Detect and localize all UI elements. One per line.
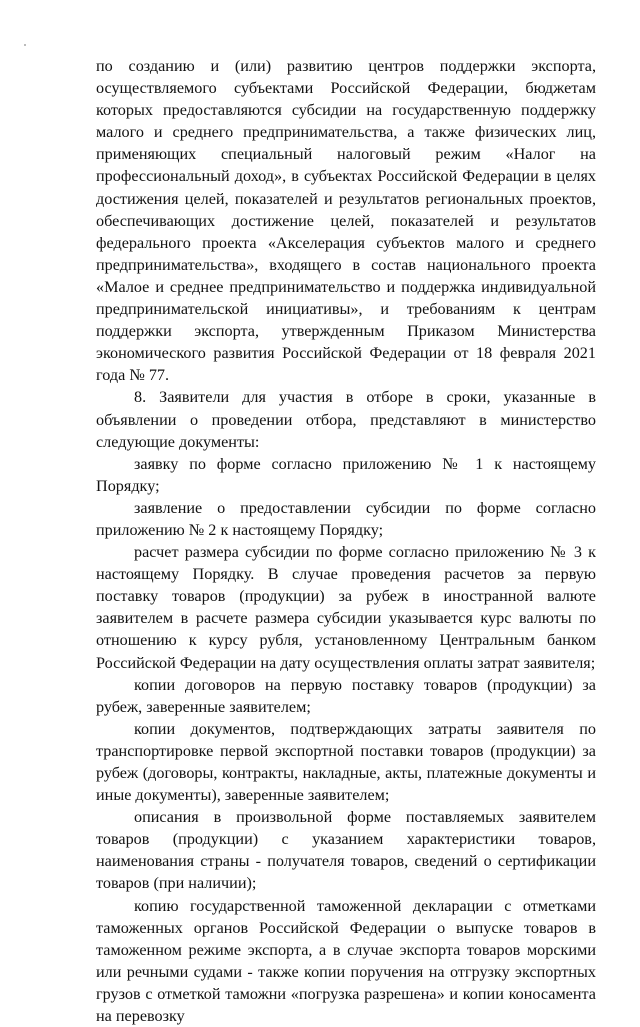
scan-speck xyxy=(24,44,26,46)
list-item-subsidy-statement: заявление о предоставлении субсидии по форме согласно приложению № 2 к настоящему Порядку; xyxy=(96,498,596,539)
paragraph-item-8: 8. Заявители для участия в отборе в сроки, указанные в объявлении о проведении отбора, представляют в министерство следующие документы: xyxy=(96,388,596,451)
list-item-transport-documents: копии документов, подтверждающих затраты заявителя по транспортировке первой экспортной поставки товаров (продукции) за рубеж (договоры, контракты, накладные, акты, платежные документы и иные документы), заверенные заявителем; xyxy=(96,719,596,805)
list-item-subsidy-calculation: расчет размера субсидии по форме согласно приложению № 3 к настоящему Порядку. В случае проведения расчетов за первую поставку товаров (продукции) за рубеж в иностранной валюте заявителем в расчете размера субсидии указывается курс валюты по отношению к курсу рубля, установленному Центральным банком Российской Федерации на дату осуществления оплаты затрат заявителя; xyxy=(96,543,596,672)
list-item-contract-copies: копии договоров на первую поставку товаров (продукции) за рубеж, заверенные заявителем; xyxy=(96,675,596,716)
list-item-customs-declaration: копию государственной таможенной декларации с отметками таможенных органов Российской Федерации о выпуске товаров в таможенном режиме экспорта, а в случае экспорта товаров морскими или речными судами - также копии поручения на отгрузку экспортных грузов с отметкой таможни «погрузка разрешена» и копии коносамента на перевозку xyxy=(96,896,596,1026)
list-item-goods-description: описания в произвольной форме поставляемых заявителем товаров (продукции) с указанием характеристики товаров, наименования страны - получателя товаров, сведений о сертификации товаров (при наличии); xyxy=(96,808,596,893)
document-body xyxy=(96,55,596,1027)
paragraph-continuation: по созданию и (или) развитию центров поддержки экспорта, осуществляемого субъектами Российской Федерации, бюджетам которых предоставляются субсидии на государственную поддержку малого и среднего предпринимательства, а также физических лиц, применяющих специальный налоговый режим «Налог на профессиональный доход», в субъектах Российской Федерации в целях достижения целей, показателей и результатов региональных проектов, обеспечивающих достижение целей, показателей и результатов федерального проекта «Акселерация субъектов малого и среднего предпринимательства», входящего в состав национального проекта «Малое и среднее предпринимательство и поддержка индивидуальной предпринимательской инициативы», и требованиям к центрам поддержки экспорта, утвержденным Приказом Министерства экономического развития Российской Федерации от 18 февраля 2021 года № 77. xyxy=(96,57,596,385)
list-item-application: заявку по форме согласно приложению № 1 к настоящему Порядку; xyxy=(96,454,596,495)
